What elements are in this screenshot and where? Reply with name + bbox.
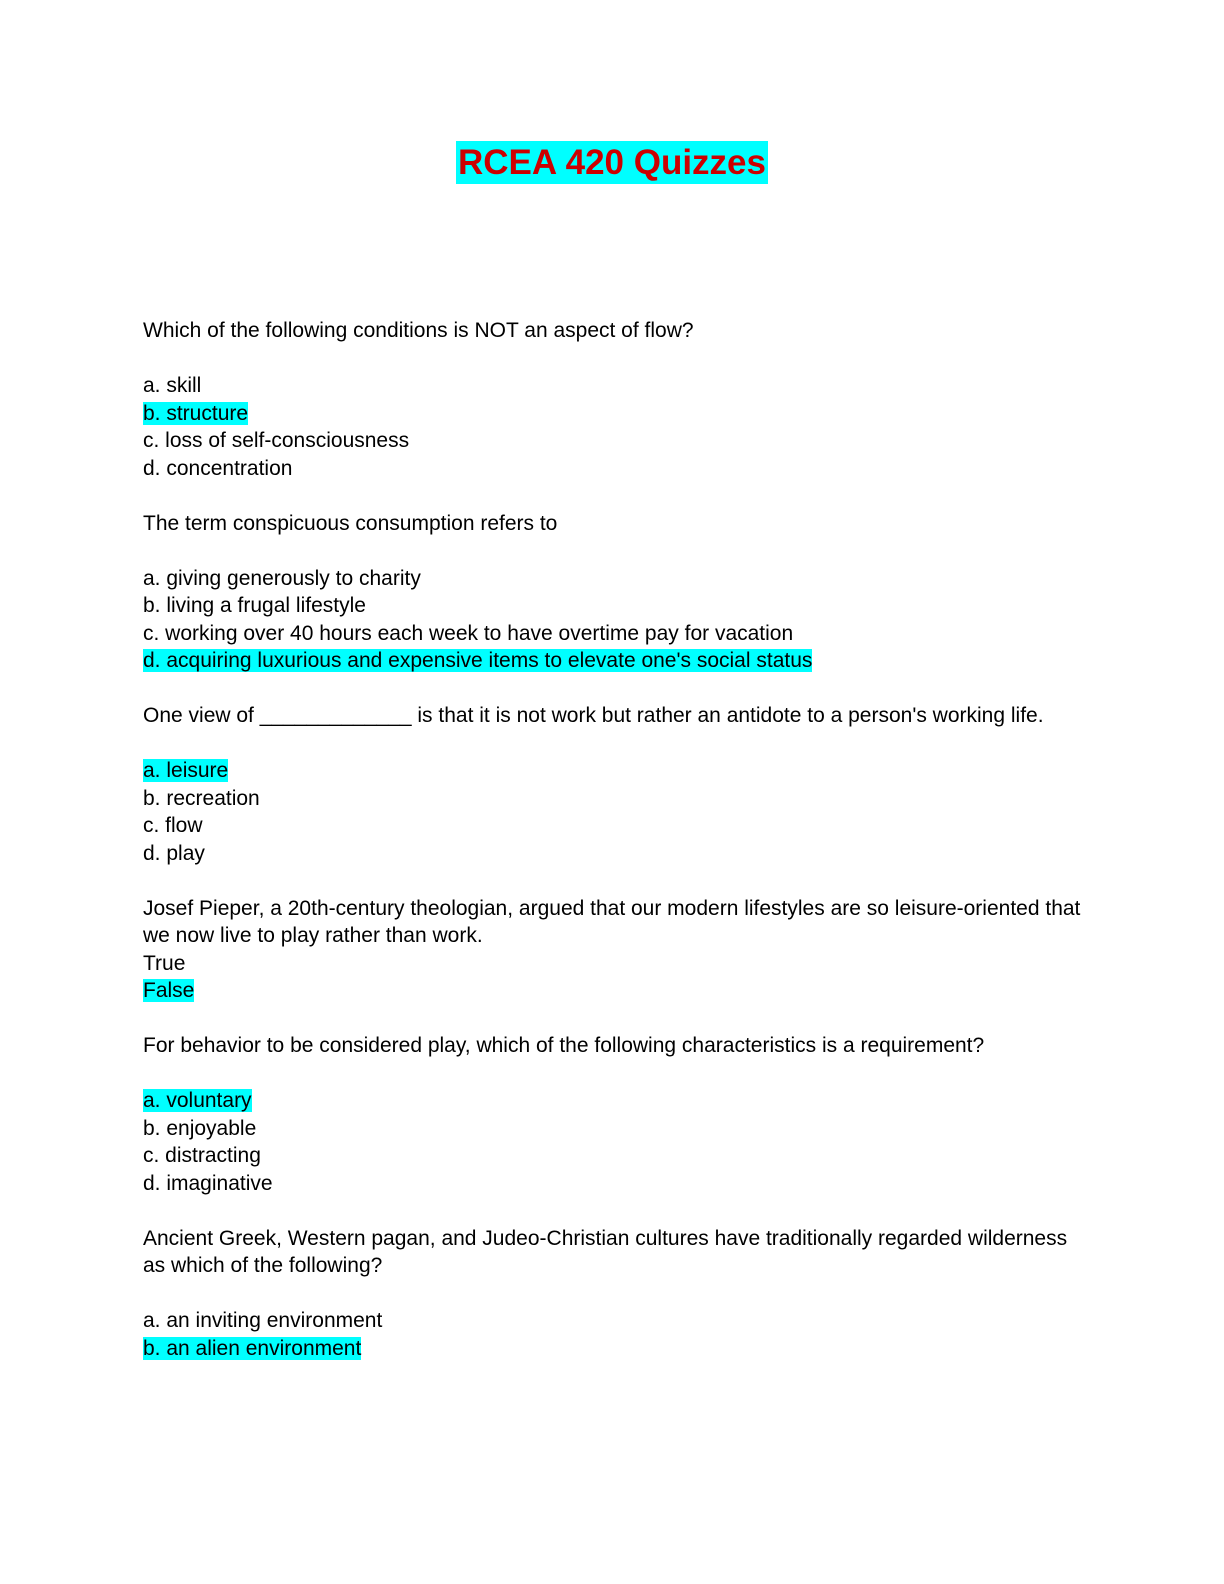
answer-option: b. enjoyable <box>143 1116 257 1140</box>
answer-option: a. skill <box>143 374 202 397</box>
answer-option: d. play <box>143 841 205 865</box>
correct-answer-option: d. acquiring luxurious and expensive items to elevate one's social status <box>143 649 813 672</box>
question-block <box>143 895 1083 1005</box>
question-block <box>143 1225 1083 1363</box>
question-block <box>143 1032 1083 1197</box>
question-text: One view of _____________ is that it is not work but rather an antidote to a person's working life. <box>143 704 1044 727</box>
correct-answer-option: b. an alien environment <box>143 1336 362 1360</box>
question-block <box>143 702 1083 867</box>
correct-answer-option: b. structure <box>143 401 249 425</box>
answer-option: True <box>143 951 186 975</box>
answer-option: d. concentration <box>143 456 293 480</box>
question-text: Which of the following conditions is NOT an aspect of flow? <box>143 319 694 342</box>
quiz-content <box>143 317 1083 1362</box>
answer-option: c. flow <box>143 814 203 837</box>
answer-option: b. living a frugal lifestyle <box>143 594 366 617</box>
answer-option: c. working over 40 hours each week to have overtime pay for vacation <box>143 621 794 645</box>
answer-option: b. recreation <box>143 786 260 810</box>
question-text: The term conspicuous consumption refers to <box>143 511 558 535</box>
answer-option: c. distracting <box>143 1144 261 1167</box>
page-title: RCEA 420 Quizzes <box>458 143 766 182</box>
question-text: For behavior to be considered play, which of the following characteristics is a requirement? <box>143 1034 985 1057</box>
correct-answer-option: False <box>143 979 195 1002</box>
answer-option: a. giving generously to charity <box>143 566 421 590</box>
answer-option: a. an inviting environment <box>143 1309 383 1332</box>
question-block <box>143 317 1083 482</box>
answer-option: c. loss of self-consciousness <box>143 429 410 452</box>
correct-answer-option: a. leisure <box>143 759 229 782</box>
question-text: Ancient Greek, Western pagan, and Judeo-Christian cultures have traditionally regarded wilderness as which of the following? <box>143 1226 1068 1277</box>
question-block <box>143 510 1083 675</box>
title-container <box>0 141 1224 184</box>
correct-answer-option: a. voluntary <box>143 1089 252 1112</box>
question-text: Josef Pieper, a 20th-century theologian, argued that our modern lifestyles are so leisure-oriented that we now live to play rather than work. <box>143 896 1081 947</box>
answer-option: d. imaginative <box>143 1171 273 1195</box>
